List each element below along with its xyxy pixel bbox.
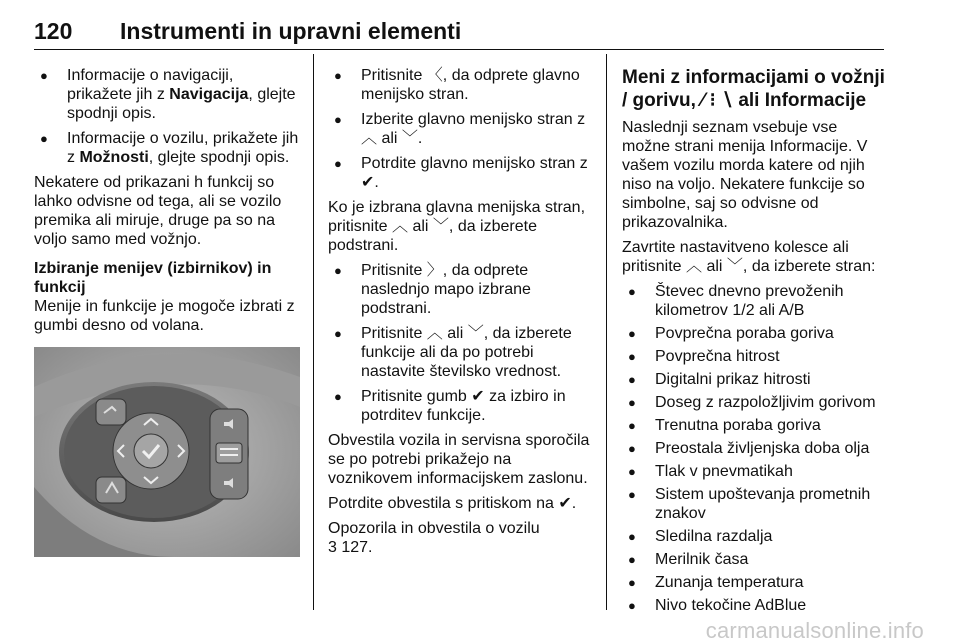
section-heading: Izbiranje menijev (izbirnikov) in funkcij xyxy=(34,260,272,296)
paragraph: Potrdite obvestila s pritiskom na ✔. xyxy=(328,495,577,512)
section-heading: Meni z informacijami o vožnji / gorivu, ⁄ ⁝ ∖ ali Informacije xyxy=(622,67,885,111)
page-number: 120 xyxy=(34,18,73,44)
list-item: ● Digitalni prikaz hitrosti xyxy=(622,370,888,389)
list-item: ● Tlak v pnevmatikah xyxy=(622,462,888,481)
column-2 xyxy=(328,66,596,563)
paragraph: Naslednji seznam vsebuje vse možne strani menija Informacije. V vašem vozilu morda katere od njih niso na voljo. Nekatere funkcije so simbolne, saj so odvisne od prikazovalnika. xyxy=(622,119,868,231)
paragraph: Obvestila vozila in servisna sporočila se po potrebi prikažejo na voznikovem informacijskem zaslonu. xyxy=(328,432,590,487)
column-3 xyxy=(622,66,888,619)
list-item: ● Števec dnevno prevoženih kilometrov 1/2 ali A/B xyxy=(622,282,888,320)
list-item: ● Nivo tekočine AdBlue xyxy=(622,596,888,615)
column-divider-2 xyxy=(606,54,607,610)
page-header xyxy=(34,6,884,50)
paragraph: Menije in funkcije je mogoče izbrati z gumbi desno od volana. xyxy=(34,298,295,334)
bold-term-navigacija: Navigacija xyxy=(169,86,249,103)
text: , glejte spodnji opis. xyxy=(148,149,290,166)
list-item: ● Pritisnite 〈, da odprete glavno menijsko stran. xyxy=(328,66,596,104)
paragraph: Nekatere od prikazani h funkcij so lahko odvisne od tega, ali se vozilo premika ali miruje, druge pa so na voljo samo med vožnjo. xyxy=(34,174,282,248)
paragraph: Ko je izbrana glavna menijska stran, pritisnite ︿ ali ﹀, da izberete podstrani. xyxy=(328,199,586,254)
page-title: Instrumenti in upravni elementi xyxy=(120,18,462,44)
list-item: ● Pritisnite gumb ✔ za izbiro in potrditev funkcije. xyxy=(328,387,596,425)
list-item: ● Doseg z razpoložljivim gorivom xyxy=(622,393,888,412)
text: Informacije o navigaciji, prikažete jih z xyxy=(67,67,234,103)
page-reference-link[interactable]: 3 127. xyxy=(328,539,373,556)
list-item: ● Povprečna hitrost xyxy=(622,347,888,366)
paragraph: Zavrtite nastavitveno kolesce ali pritisnite ︿ ali ﹀, da izberete stran: xyxy=(622,239,876,275)
paragraph xyxy=(328,519,596,538)
list-item: ● Povprečna poraba goriva xyxy=(622,324,888,343)
list-item xyxy=(34,129,302,167)
list-item: ● Merilnik časa xyxy=(622,550,888,569)
list-item xyxy=(34,66,302,123)
text: , glejte spodnji opis. xyxy=(67,86,296,122)
list-item: ● Potrdite glavno menijsko stran z ✔. xyxy=(328,154,596,192)
list-item: ● Pritisnite ︿ ali ﹀, da izberete funkcije ali da po potrebi nastavite številsko vrednost. xyxy=(328,324,596,381)
column-1 xyxy=(34,66,302,557)
text: Informacije o vozilu, prikažete jih z xyxy=(67,130,299,166)
list-item: ● Zunanja temperatura xyxy=(622,573,888,592)
watermark: carmanualsonline.info xyxy=(705,618,924,642)
column-divider-1 xyxy=(313,54,314,610)
list-item: ● Pritisnite 〉, da odprete naslednjo mapo izbrane podstrani. xyxy=(328,261,596,318)
list-item: ● Izberite glavno menijsko stran z ︿ ali ﹀. xyxy=(328,110,596,148)
list-item: ● Sistem upoštevanja prometnih znakov xyxy=(622,485,888,523)
list-item: ● Sledilna razdalja xyxy=(622,527,888,546)
list-item: ● Preostala življenjska doba olja xyxy=(622,439,888,458)
text: Opozorila in obvestila o vozilu xyxy=(328,520,540,537)
info-page-list xyxy=(622,282,888,615)
steering-wheel-controls-image xyxy=(34,347,300,557)
bold-term-moznosti: Možnosti xyxy=(79,149,149,166)
list-item: ● Trenutna poraba goriva xyxy=(622,416,888,435)
